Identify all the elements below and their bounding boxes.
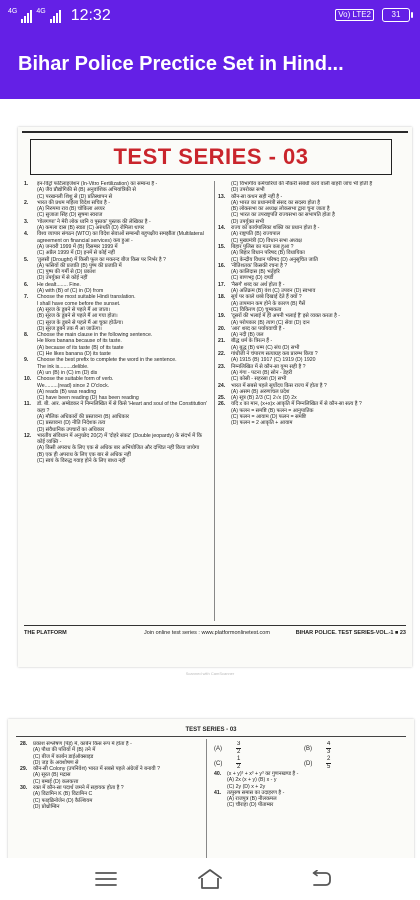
recents-icon (95, 871, 117, 887)
numerator: 1 (237, 756, 241, 762)
question-text: He dealt........ Fine. (37, 281, 81, 288)
question-text: (A) तापमान कम होने के कारण (B) गैसें (231, 300, 306, 307)
test-title-box (30, 139, 392, 175)
fraction (326, 756, 331, 771)
footer-center: Join online test series : www.platformonlinetest.com (144, 630, 270, 636)
question-number: 10. (24, 376, 32, 383)
question-number: 24. (218, 382, 226, 389)
question-text: (A) un (B) in (C) im (D) dis (37, 369, 98, 376)
question-number: 4. (24, 231, 29, 238)
option-label: (B) (304, 745, 312, 752)
pdf-page-2 (8, 719, 414, 858)
question-text: इन-विट्रो फर्टिलाइजेशन (In-Vitro Fertilization) का सम्बन्ध है - (37, 181, 158, 187)
option-row (218, 420, 406, 426)
question-number: 11. (24, 401, 31, 408)
volte-indicator: Vo) LTE2 (335, 9, 374, 21)
question-text: (A) राष्ट्रपति (B) राज्यपाल (231, 231, 281, 238)
question-number: 18. (218, 294, 226, 301)
question-text: (A) बुद्ध (B) धम्म (C) संघ (D) सभी (231, 344, 300, 351)
question-number: 1. (24, 181, 29, 187)
question-text: (C) कोसी - सहरसा (D) सभी (231, 376, 287, 383)
pdf-page-1 (18, 127, 412, 667)
app-title: Bihar Police Prectice Set in Hind... (18, 53, 344, 75)
question-number: 22. (218, 351, 226, 358)
footer-right: BIHAR POLICE. TEST SERIES-VOL.-1 ■ 23 (295, 630, 406, 636)
question-text: (x + y)³ + x³ + y³ का गुणनखण्ड है - (227, 771, 299, 777)
question-text: रक्त में कौन-सा पदार्थ जमने में सहायक होता है ? (33, 785, 124, 792)
option-row (24, 458, 210, 464)
question-text: (A) राजपुत्र (B) नीलकमल (227, 796, 277, 803)
question-text: (C) भारत का उपराष्ट्रपति राज्यसभा का सभापति होता है (231, 212, 335, 219)
question-text: Choose the suitable form of verb. (37, 376, 114, 383)
question-text: प्रकाश संश्लेषण (पेड़) में, कार्बन किस रूप में होता है - (33, 741, 132, 747)
question-text: (C) केन्द्रीय विधान परिषद (D) अनुसूचित जाति (231, 256, 318, 263)
page2-left-column (20, 741, 200, 858)
question-text: (A) reads (B) was reading (37, 388, 97, 395)
status-right (335, 8, 410, 22)
question-text: गांधीजी ने चंपारण सत्याग्रह कब प्रारम्भ किया ? (231, 351, 318, 358)
question-text: (C) 2y (D) x + 2y (227, 783, 266, 790)
question-text: (C) फलन = आयाम (D) फलन = समष्टि (231, 413, 307, 420)
question-number: 16. (218, 262, 226, 269)
question-number: 40. (214, 771, 222, 777)
home-button[interactable] (180, 862, 240, 896)
question-text: (C) बीज में कार्बन डाईऑक्साइड (33, 753, 94, 760)
question-text: (A) बिहार विधान परिषद (B) विधायिका (231, 250, 305, 257)
question-text: (C) सूरज के डूबने से पहले मैं आ चुका होऊँगा। (37, 319, 124, 326)
question-text: (A) निरुपमा राव (B) चोकिला अय्यर (37, 206, 105, 213)
clock: 12:32 (70, 7, 111, 24)
document-viewer[interactable] (0, 99, 420, 858)
battery-icon (382, 8, 410, 22)
question-text: (D) संवैधानिक उपचारों का अधिकार (37, 426, 105, 433)
question-number: 3. (24, 218, 29, 225)
question-text: (C) have been reading (D) has been reading (37, 395, 139, 402)
question-text: (D) प्रोथ्रोम्बिन (33, 803, 60, 810)
question-number: 12. (24, 432, 32, 439)
question-text: (D) उपर्युक्त में से कोई नहीं (37, 275, 88, 282)
question-text: (A) because of its taste (B) of its taste (37, 344, 124, 351)
question-text: (C) सुजाता सिंह (D) सुषमा स्वराज (37, 212, 103, 219)
question-text: (A) फसियों की प्रजाति (B) पुष्प की प्रजाति में (37, 262, 122, 269)
column-divider (214, 181, 215, 621)
question-text: (A) परोपकार (B) त्याग (C) सेवा (D) दान (231, 319, 310, 326)
question-number: 30. (20, 785, 28, 792)
denominator: 2 (237, 749, 241, 755)
question-text: (B) लोकसभा का अध्यक्ष लोकसभा द्वारा चुना जाता है (231, 206, 330, 213)
question-text: I shall have come before the sunset. (37, 300, 121, 307)
recents-button[interactable] (76, 862, 136, 896)
question-row (24, 401, 210, 414)
question-text: (A) फलन = समष्टि (B) फलन = आनुपातिक (231, 407, 314, 414)
question-text: 'नीतिशतक' किसकी रचना है ? (231, 262, 288, 269)
question-text: भारत की प्रथम महिला विदेश सचिव है - (37, 199, 110, 206)
question-text: (C) विकिरण (D) चुम्बकत्व (231, 306, 282, 313)
question-text: He likes banana because of its taste. (37, 338, 122, 345)
home-icon (197, 868, 223, 890)
denominator: 5 (327, 764, 331, 770)
question-number: 19. (218, 313, 226, 320)
question-text: (C) बम्बई (D) कलकत्ता (33, 778, 79, 785)
denominator: 2 (237, 764, 241, 770)
page2-header-rule (16, 736, 406, 737)
question-number: 29. (20, 766, 28, 773)
question-text: (A) अतिक्रम (B) वंश (C) उपवन (D) स्वभाव (231, 288, 316, 295)
question-text: (D) फलन = 2 आकृति + आयाम (231, 420, 293, 427)
question-row (24, 231, 210, 244)
question-text: (C) बाणभट्ट (D) दण्डी (231, 275, 274, 282)
question-text: भारतीय संविधान में अनुच्छेद 20(2) में 'दोहरे संकट' (Double jeopardy) के संदर्भ में कि कोई व्यक्ति - (37, 432, 202, 446)
option-row (20, 804, 200, 810)
numerator: 2 (327, 756, 331, 762)
question-row (24, 433, 210, 446)
fraction-option-a (214, 756, 304, 771)
question-text: 'नैसर्ग' शब्द का अर्थ होता है - (231, 281, 285, 288)
question-text: यदि x का मान, (x+x)x आकृति में निम्नलिखित में से कौन-सा सत्य है ? (231, 401, 362, 408)
question-text: 'तुलसी (Drought) में किसी फूल का मकरन्द बीज किस पर निर्भर है ? (37, 256, 166, 263)
question-text: तत्पुरुष समास का उदाहरण है - (227, 789, 285, 796)
question-text: निम्नलिखित में से कौन-सा युग्म सही है ? (231, 363, 306, 370)
question-text: (C) अप्रैल 1999 में (D) इनमें से कोई नहीं (37, 250, 115, 257)
network-type-2: 4G (36, 7, 46, 15)
question-number: 17. (218, 281, 226, 288)
question-number: 25. (218, 395, 226, 402)
question-number: 21. (218, 338, 226, 345)
page2-right-lines (214, 771, 406, 809)
navigation-bar (0, 858, 420, 900)
question-text: (A) जनवरी 1999 में (B) दिसम्बर 1999 में (37, 243, 118, 250)
question-number: 41. (214, 789, 222, 796)
question-text: (A) किसी अपराध के लिए एक से अधिक बार अभियोजित और दण्डित नहीं किया जायेगा (37, 445, 200, 452)
question-number: 7. (24, 294, 29, 301)
question-text: (C) पुष्प की गर्मी से (D) प्रकाश (37, 269, 96, 276)
page-left-column (24, 181, 210, 621)
question-text: The ink is.........delible. (37, 363, 89, 370)
question-number: 13. (218, 193, 226, 200)
question-text: बिहार पुलिस का गठन कब हुआ ? (231, 243, 294, 250)
question-text: (A) भारत का प्रधानमंत्री संसद का सदस्य होता है (231, 199, 321, 206)
question-text: (C) विभागीय कर्मचारियों की नौकरी संबंधी कार्य वाली बाहरी जांच भी होती है (231, 181, 373, 187)
question-number: 2. (24, 199, 29, 206)
test-series-title: TEST SERIES - 03 (113, 144, 309, 169)
question-text: (A) 1915 (B) 1917 (C) 1919 (D) 1920 (231, 357, 316, 364)
question-number: 6. (24, 281, 29, 288)
numerator: 3 (237, 741, 241, 747)
fraction-option-row (214, 756, 406, 771)
footer-brand: THE PLATFORM (24, 630, 67, 636)
question-text: 'आर' शब्द का पर्यायवाची है - (231, 325, 285, 332)
question-text: (D) उपरोक्त सभी (231, 187, 265, 194)
question-text: (A) 2x (x + y) (B) x - y (227, 777, 277, 784)
question-text: (C) परखनली शिशु से (D) प्रतिस्थापन से (37, 193, 113, 200)
back-button[interactable] (290, 862, 350, 896)
question-text: (A) सूरत (B) मद्रास (33, 772, 71, 779)
page2-right-column (214, 741, 406, 858)
option-label: (A) (214, 745, 222, 752)
status-bar (0, 0, 420, 33)
question-text: (C) चौराहा (D) पीताम्बर (227, 802, 274, 809)
fraction-option-a (214, 741, 304, 756)
question-text: राज्य को कार्यपालिका शक्ति का प्रधान होता है - (231, 225, 320, 232)
question-text: We.........(read) since 2 O'clock. (37, 382, 110, 389)
question-text: (A) नदी (B) जल (231, 332, 264, 339)
question-text: भारत में सबसे पहले सूर्योदय किस राज्य में होता है ? (231, 382, 327, 389)
question-number: 15. (218, 243, 226, 250)
option-row (214, 802, 406, 808)
question-text: Choose the main clause in the following sentence. (37, 332, 153, 339)
question-text: (A) जैव प्रौद्योगिकी से (B) अनुवांशिक अभियांत्रिकी से (37, 187, 136, 194)
question-number: 26. (218, 401, 226, 408)
question-text: (A) with (B) of (C) in (D) from (37, 288, 104, 295)
question-text: (A) कमला दास (B) स्वप्ना (C) अरुंधति (D) रोमिला थापर (37, 225, 145, 232)
fraction (236, 741, 241, 756)
question-number: 23. (218, 363, 226, 370)
scanner-watermark: Scanned with CamScanner (185, 671, 235, 676)
question-text: (D) जड़ के अवशोषण से (33, 759, 79, 766)
question-number: 20. (218, 325, 226, 332)
question-text: सूर्य पर काले धब्बे दिखाई देते हैं क्यों ? (231, 294, 302, 301)
question-text: कौन-सा कथन सही नहीं है - (231, 193, 283, 200)
question-text: (C) फाइब्रिनोजेन (D) कैल्शियम (33, 797, 93, 804)
question-text: (C) मुख्यमंत्री (D) विधान सभा अध्यक्ष (231, 237, 302, 244)
question-text: (C) स्वयं के विरुद्ध गवाह होने के लिए बाध्य नहीं (37, 458, 126, 465)
page-right-column (218, 181, 406, 621)
page2-header: TEST SERIES - 03 (185, 727, 237, 733)
fraction-option-row (214, 741, 406, 756)
fraction (236, 756, 241, 771)
question-text: (A) पौधा की पत्तियों में (B) तने में (33, 747, 96, 754)
question-text: (D) उपर्युक्त सभी (231, 218, 265, 225)
question-text: (D) सूरज डूबने तक मैं आ जाऊँगा। (37, 325, 102, 332)
question-text: डॉ. बी. आर. अम्बेडकर ने निम्नलिखित में से किसे 'Heart and soul of the Constitution' कहा ? (37, 401, 208, 414)
fraction-option-b (304, 741, 394, 756)
question-text: 'दूसरों की भलाई में ही अपनी भलाई है' इसे व्यक्त करता है - (231, 313, 340, 320)
signal-2-icon (50, 9, 61, 23)
option-label: (C) (214, 760, 223, 767)
question-text: (B) सूरज के डूबने से पहले मैं आ गया होता। (37, 313, 118, 320)
question-number: 28. (20, 741, 28, 747)
question-number: 9. (24, 357, 29, 364)
question-text: विश्व व्यापार संगठन (WTO) का विदेश सेवाओं सम्बन्धी बहुपक्षीय समझौता (Multilateral agreement on financial services) कब हुआ - (37, 231, 204, 244)
question-text: (A) मौलिक अधिकारों की प्रस्तावना (B) आधिकार (37, 413, 130, 420)
battery-level: 31 (391, 10, 401, 19)
network-type-1: 4G (8, 7, 18, 15)
question-text: Choose the most suitable Hindi translation. (37, 294, 136, 301)
app-bar (0, 33, 420, 99)
question-number: 8. (24, 332, 29, 339)
option-label: (D) (304, 760, 313, 767)
question-text: कौन-सी Colony (उपनिवेश) भारत में सबसे पहले अंग्रेजों ने बनायी ? (33, 766, 160, 773)
question-text: बौद्ध धर्म के त्रिरत्न हैं - (231, 338, 273, 345)
page2-column-divider (206, 739, 207, 858)
numerator: 4 (327, 741, 331, 747)
question-text: (A) कालिदास (B) भर्तृहरि (231, 269, 280, 276)
page-footer (24, 625, 406, 638)
question-text: (C) प्रस्तावना (D) नीति निदेशक तत्व (37, 420, 106, 427)
question-number: 14. (218, 225, 226, 232)
fraction-option-b (304, 756, 394, 771)
status-left (8, 6, 111, 26)
question-text: (B) एक ही अपराध के लिए एक बार से अधिक नहीं (37, 451, 131, 458)
question-text: (A) सूरज के डूबने से पहले मैं आ जाता। (37, 306, 111, 313)
question-number: 5. (24, 256, 29, 263)
question-text: 'गोलगप्पा' ने मेरी लोक ध्वनि व पुस्तक' पुस्तक की लेखिका है - (37, 218, 151, 225)
signal-1-icon (21, 9, 32, 23)
page-top-rule (22, 131, 408, 133)
question-text: (A) विटामिन K (B) विटामिन C (33, 791, 93, 798)
fraction (326, 741, 331, 756)
question-text: (A) गंगा - पटना (B) सोन - डेहरी (231, 369, 293, 376)
question-text: (A) असम (B) अरुणाचल प्रदेश (231, 388, 290, 395)
denominator: 3 (327, 749, 331, 755)
question-text: Choose the best prefix to complete the word in the sentence. (37, 357, 177, 364)
question-text: (A) सूत्र (B) 2/3 (C) 2√x (D) 2x (231, 395, 297, 402)
question-text: (C) He likes banana (D) its taste (37, 351, 111, 358)
back-icon (308, 870, 332, 888)
